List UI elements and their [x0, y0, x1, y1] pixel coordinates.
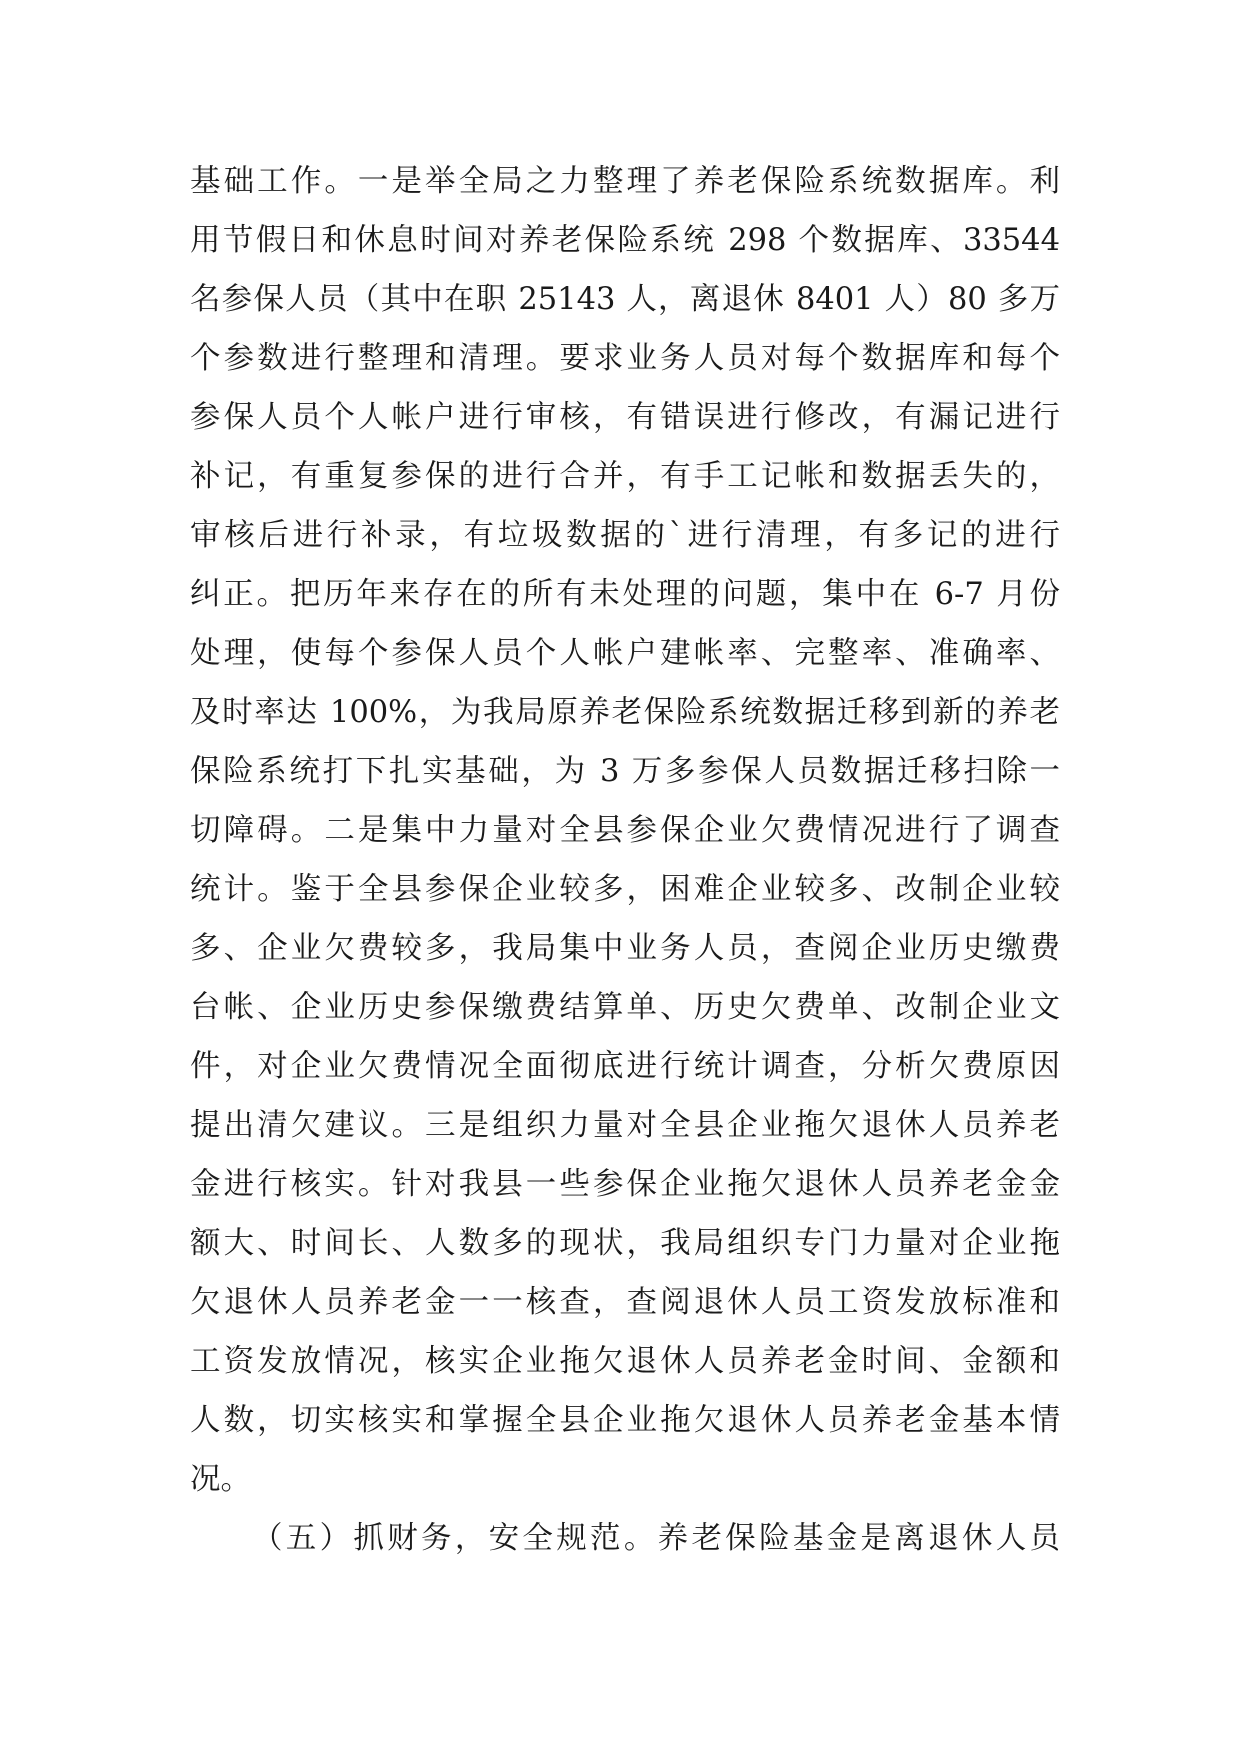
text-line: 用节假日和休息时间对养老保险系统 298 个数据库、33544 [190, 223, 1060, 258]
text-line: 提出清欠建议。三是组织力量对全县企业拖欠退休人员养老 [190, 1108, 1060, 1143]
text-line: 切障碍。二是集中力量对全县参保企业欠费情况进行了调查 [190, 813, 1060, 848]
text-line: 额大、时间长、人数多的现状，我局组织专门力量对企业拖 [190, 1226, 1060, 1261]
text-line: 多、企业欠费较多，我局集中业务人员，查阅企业历史缴费 [190, 931, 1060, 966]
text-line: 工资发放情况，核实企业拖欠退休人员养老金时间、金额和 [190, 1344, 1060, 1379]
text-line: 件，对企业欠费情况全面彻底进行统计调查，分析欠费原因 [190, 1049, 1060, 1084]
text-line: 欠退休人员养老金一一核查，查阅退休人员工资发放标准和 [190, 1285, 1060, 1320]
text-line: 处理，使每个参保人员个人帐户建帐率、完整率、准确率、 [190, 636, 1060, 671]
text-line: 个参数进行整理和清理。要求业务人员对每个数据库和每个 [190, 341, 1060, 376]
text-line: 补记，有重复参保的进行合并，有手工记帐和数据丢失的， [190, 459, 1060, 494]
text-line: 台帐、企业历史参保缴费结算单、历史欠费单、改制企业文 [190, 990, 1060, 1025]
text-line: 金进行核实。针对我县一些参保企业拖欠退休人员养老金金 [190, 1167, 1060, 1202]
text-line: 及时率达 100%，为我局原养老保险系统数据迁移到新的养老 [190, 695, 1060, 730]
body-text [190, 152, 1060, 1568]
text-line: 保险系统打下扎实基础，为 3 万多参保人员数据迁移扫除一 [190, 754, 1060, 789]
text-line: 参保人员个人帐户进行审核，有错误进行修改，有漏记进行 [190, 400, 1060, 435]
text-line: 纠正。把历年来存在的所有未处理的问题，集中在 6-7 月份 [190, 577, 1060, 612]
text-line: 统计。鉴于全县参保企业较多，困难企业较多、改制企业较 [190, 872, 1060, 907]
text-line: 况。 [190, 1462, 251, 1497]
text-line: 名参保人员（其中在职 25143 人，离退休 8401 人）80 多万 [190, 282, 1060, 317]
text-line: 审核后进行补录，有垃圾数据的`进行清理，有多记的进行 [190, 518, 1060, 553]
text-line: 人数，切实核实和掌握全县企业拖欠退休人员养老金基本情 [190, 1403, 1060, 1438]
section-heading-line: （五）抓财务，安全规范。养老保险基金是离退休人员 [252, 1521, 1060, 1556]
text-line: 基础工作。一是举全局之力整理了养老保险系统数据库。利 [190, 164, 1060, 199]
